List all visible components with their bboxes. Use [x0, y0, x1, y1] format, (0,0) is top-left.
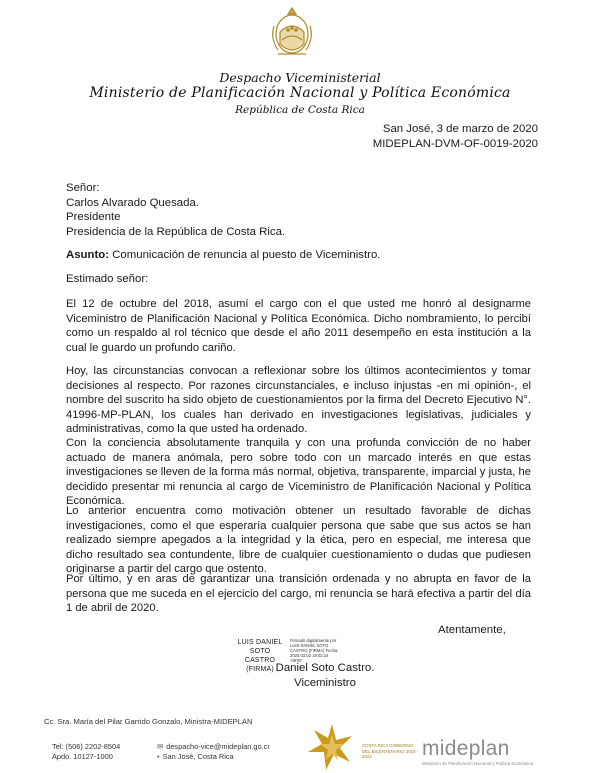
mideplan-logo-text: mideplan	[422, 737, 510, 760]
carbon-copy: Cc. Sra. María del Pilar Garrido Gonzalo, Ministra-MIDEPLAN	[44, 717, 253, 726]
footer-email: despacho-vice@mideplan.go.cr	[166, 742, 270, 751]
subject-line	[66, 249, 380, 261]
subject-text: Comunicación de renuncia al puesto de Viceministro.	[112, 249, 381, 261]
date-reference-block	[373, 122, 538, 152]
closing: Atentamente,	[438, 624, 506, 636]
body-paragraph: Lo anterior encuentra como motivación obtener un resultado favorable de dichas investigaciones, como el que esperaría cualquier persona que sabe que sus actos se han realizado siempre apegados a la integridad y la ética, pero en especial, me interesa que dicho resultado sea contundente, libre de cualquier cuestionamiento o dudas que pudiesen originarse a partir del cargo que ostento.	[66, 505, 531, 575]
email-icon: ✉	[157, 742, 164, 751]
mideplan-logo	[422, 738, 552, 766]
footer-tel: Tel: (506) 2202-8504	[52, 742, 121, 751]
footer-contact-middle	[157, 742, 270, 762]
letterhead-office: Despacho Viceministerial	[219, 70, 381, 85]
addressee-role: Presidente	[66, 211, 121, 223]
letterhead-ministry: Ministerio de Planificación Nacional y Política Económica	[89, 85, 511, 101]
body-paragraph: El 12 de octubre del 2018, asumí el cargo con el que usted me honró al designarme Viceministro de Planificación Nacional y Política Económica. Dicho nombramiento, lo percibí como un respaldo al rol técnico que desde el año 2011 desempeño en esta institución a la cual le guardo un profundo cariño.	[66, 298, 531, 354]
costa-rica-logo-text: COSTA RICA GOBIERNO DEL BICENTENARIO 2018 - 2022	[362, 743, 419, 759]
addressee-name: Carlos Alvarado Quesada.	[66, 196, 199, 209]
letterhead-country: República de Costa Rica	[235, 104, 365, 116]
signature-stamp-line2: CASTRO (FIRMA)	[244, 657, 276, 673]
letter-date: San José, 3 de marzo de 2020	[382, 123, 538, 135]
footer-city: San José, Costa Rica	[162, 752, 234, 761]
addressee-block	[66, 181, 285, 239]
footer-apdo: Apdo. 10127-1000	[52, 752, 113, 761]
signature-stamp-line1: LUIS DANIEL SOTO	[237, 639, 283, 655]
letter-reference: MIDEPLAN-DVM-OF-0019-2020	[372, 138, 538, 150]
digital-signature-meta: Firmado digitalmente por LUIS DANIEL SOTO CASTRO (FIRMA) Fecha: 2020.03.03 19:02:24 -06'00'	[290, 638, 339, 663]
subject-label: Asunto:	[66, 249, 110, 261]
signer-block	[265, 661, 385, 690]
addressee-salutation: Señor:	[66, 182, 100, 194]
footer	[0, 738, 600, 773]
bicentenario-star-logo-icon	[304, 722, 360, 772]
greeting: Estimado señor:	[66, 273, 149, 285]
body-paragraph: Por último, y en aras de garantizar una transición ordenada y no abrupta en favor de la persona que me suceda en el ejercicio del cargo, mi renuncia se hará efectiva a partir del día 1 de abril de 2020.	[66, 573, 531, 614]
mideplan-tagline: Ministerio de Planificación Nacional y Política Económica	[422, 761, 534, 766]
signer-title: Viceministro	[294, 676, 356, 689]
body-paragraph: Hoy, las circunstancias convocan a reflexionar sobre los últimos acontecimientos y tomar decisiones al respecto. Por razones circunstanciales, e incluso injustas -en mi opinión-, el nombre del suscrito ha sido objeto de cuestionamientos por la firma del Decreto Ejecutivo N°. 41996-MP-PLAN, los cuales han derivado en investigaciones legislativas, judiciales y administrativas, como la que usted ha ordenado.	[66, 365, 531, 435]
body-paragraph: Con la conciencia absolutamente tranquila y con una profunda convicción de no haber actuado de manera anómala, pero sobre todo con un marcado interés en que estas investigaciones se lleven de la forma más normal, objetiva, transparente, imparcial y justa, he decidido presentar mi renuncia al cargo de Viceministro de Planificación Nacional y Política Económica.	[66, 437, 531, 507]
signer-name: Daniel Soto Castro.	[275, 662, 375, 674]
footer-contact-left	[52, 742, 120, 762]
location-icon: •	[157, 752, 160, 761]
coat-of-arms-seal-icon	[266, 4, 318, 62]
addressee-office: Presidencia de la República de Costa Rica.	[66, 225, 286, 238]
